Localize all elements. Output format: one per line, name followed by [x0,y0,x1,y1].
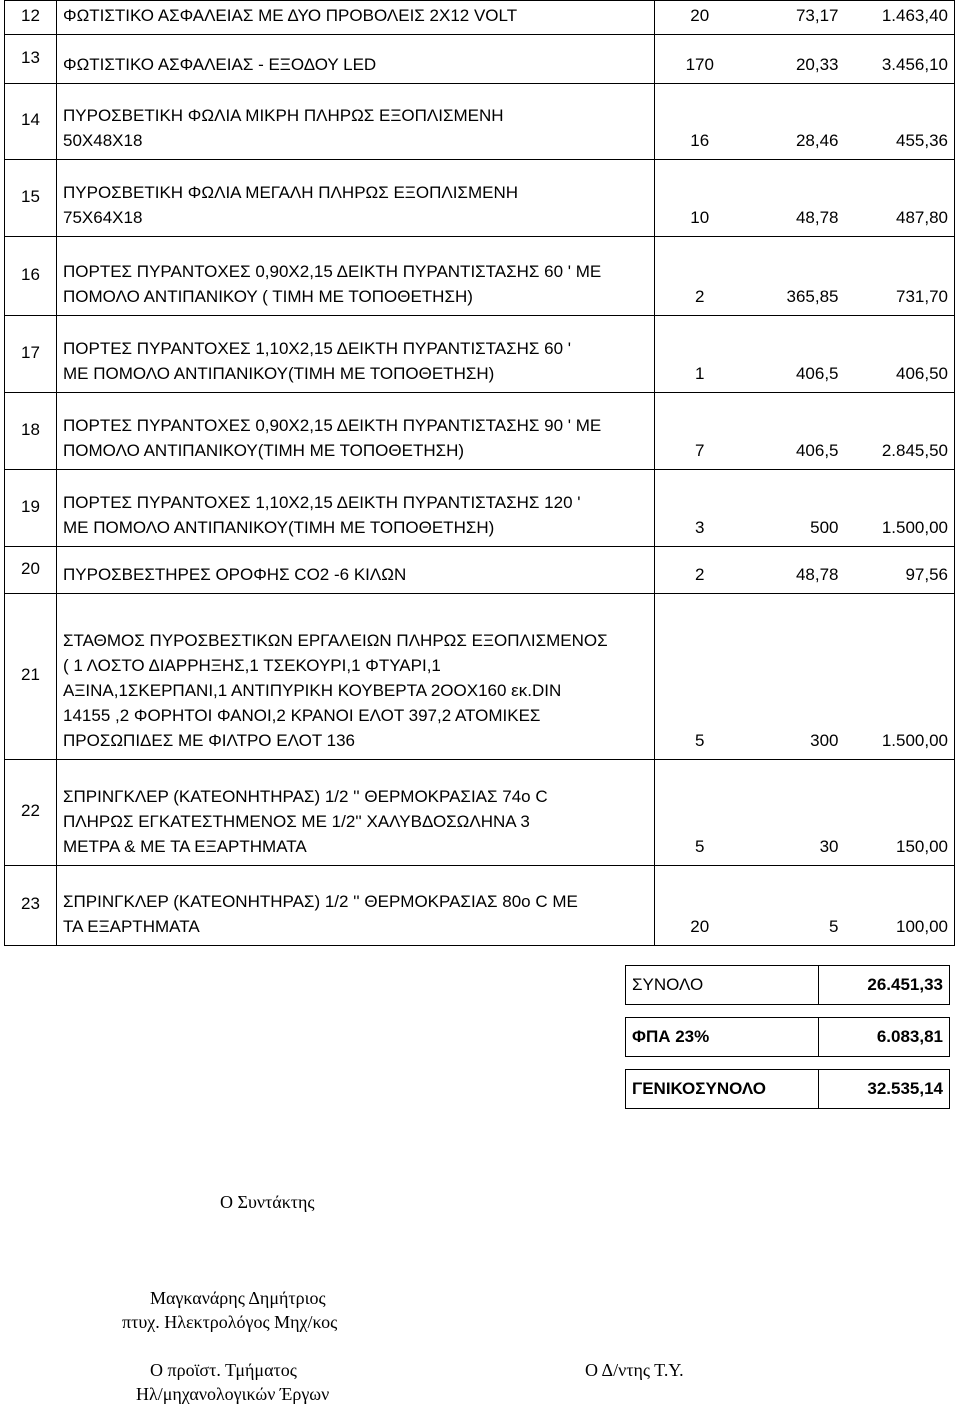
item-total: 455,36 [845,84,955,160]
table-row [5,866,955,946]
item-description: ΣΠΡΙΝΓΚΛΕΡ (ΚΑΤΕΟΝΗΤΗΡΑΣ) 1/2 '' ΘΕΡΜΟΚΡΑΣΙΑΣ 80ο C ΜΕ ΤΑ ΕΞΑΡΤΗΜΑΤΑ [57,866,655,946]
item-quantity: 5 [655,760,745,866]
item-number: 13 [5,35,57,84]
sum-value: 26.451,33 [819,966,950,1005]
item-description: ΠΥΡΟΣΒΕΣΤΗΡΕΣ ΟΡΟΦΗΣ CO2 -6 ΚΙΛΩΝ [57,547,655,594]
item-total: 2.845,50 [845,393,955,470]
vat-label: ΦΠΑ 23% [626,1018,819,1057]
item-description: ΠΥΡΟΣΒΕΤΙΚΗ ΦΩΛΙΑ ΜΕΓΑΛΗ ΠΛΗΡΩΣ ΕΞΟΠΛΙΣΜΕΝΗ 75Χ64Χ18 [57,160,655,237]
table-row [5,35,955,84]
item-description: ΣΠΡΙΝΓΚΛΕΡ (ΚΑΤΕΟΝΗΤΗΡΑΣ) 1/2 '' ΘΕΡΜΟΚΡΑΣΙΑΣ 74ο C ΠΛΗΡΩΣ ΕΓΚΑΤΕΣΤΗΜΕΝΟΣ ΜΕ 1/2'' ΧΑΛΥΒΔΟΣΩΛΗΝΑ 3 ΜΕΤΡΑ & ΜΕ ΤΑ ΕΞΑΡΤΗΜΑΤΑ [57,760,655,866]
item-description: ΦΩΤΙΣΤΙΚΟ ΑΣΦΑΛΕΙΑΣ - ΕΞΟΔΟΥ LED [57,35,655,84]
grand-total-value: 32.535,14 [819,1070,950,1109]
item-quantity: 2 [655,547,745,594]
item-unit-price: 30 [745,760,845,866]
item-total: 731,70 [845,237,955,316]
table-row [5,594,955,760]
table-row [5,84,955,160]
table-row [5,470,955,547]
item-quantity: 170 [655,35,745,84]
author-degree: πτυχ. Ηλεκτρολόγος Μηχ/κος [122,1312,338,1332]
item-quantity: 16 [655,84,745,160]
item-quantity: 20 [655,1,745,35]
item-number: 19 [5,470,57,547]
item-description: ΦΩΤΙΣΤΙΚΟ ΑΣΦΑΛΕΙΑΣ ΜΕ ΔΥΟ ΠΡΟΒΟΛΕΙΣ 2Χ12 VOLT [57,1,655,35]
item-number: 22 [5,760,57,866]
table-row [5,393,955,470]
item-description: ΠΥΡΟΣΒΕΤΙΚΗ ΦΩΛΙΑ ΜΙΚΡΗ ΠΛΗΡΩΣ ΕΞΟΠΛΙΣΜΕΝΗ 50Χ48Χ18 [57,84,655,160]
item-description: ΠΟΡΤΕΣ ΠΥΡΑΝΤΟΧΕΣ 1,10Χ2,15 ΔΕΙΚΤΗ ΠΥΡΑΝΤΙΣΤΑΣΗΣ 120 ' ΜΕ ΠΟΜΟΛΟ ΑΝΤΙΠΑΝΙΚΟΥ(ΤΙΜΗ ΜΕ ΤΟΠΟΘΕΤΗΣΗ) [57,470,655,547]
table-row [5,160,955,237]
sum-row [626,966,950,1005]
item-quantity: 7 [655,393,745,470]
item-unit-price: 20,33 [745,35,845,84]
table-row [5,237,955,316]
item-description: ΠΟΡΤΕΣ ΠΥΡΑΝΤΟΧΕΣ 0,90Χ2,15 ΔΕΙΚΤΗ ΠΥΡΑΝΤΙΣΤΑΣΗΣ 90 ' ΜΕ ΠΟΜΟΛΟ ΑΝΤΙΠΑΝΙΚΟΥ(ΤΙΜΗ ΜΕ ΤΟΠΟΘΕΤΗΣΗ) [57,393,655,470]
item-total: 1.500,00 [845,470,955,547]
item-total: 150,00 [845,760,955,866]
item-total: 1.463,40 [845,1,955,35]
item-number: 23 [5,866,57,946]
items-table [4,0,955,946]
totals-block [625,965,950,1109]
item-number: 18 [5,393,57,470]
sum-label: ΣΥΝΟΛΟ [626,966,819,1005]
vat-row [626,1018,950,1057]
item-unit-price: 28,46 [745,84,845,160]
item-total: 100,00 [845,866,955,946]
item-description: ΣΤΑΘΜΟΣ ΠΥΡΟΣΒΕΣΤΙΚΩΝ ΕΡΓΑΛΕΙΩΝ ΠΛΗΡΩΣ ΕΞΟΠΛΙΣΜΕΝΟΣ ( 1 ΛΟΣΤΟ ΔΙΑΡΡΗΞΗΣ,1 ΤΣΕΚΟΥΡΙ,1 ΦΤΥΑΡΙ,1 ΑΞΙΝΑ,1ΣΚΕΡΠΑΝΙ,1 ΑΝΤΙΠΥΡΙΚΗ ΚΟΥΒΕΡΤΑ 2ΟΟΧ160 εκ.DIN 14155 ,2 ΦΟΡΗΤΟΙ ΦΑΝΟΙ,2 ΚΡΑΝΟΙ ΕΛΟΤ 397,2 ΑΤΟΜΙΚΕΣ ΠΡΟΣΩΠΙΔΕΣ ΜΕ ΦΙΛΤΡΟ ΕΛΟΤ 136 [57,594,655,760]
items-table-body [5,1,955,946]
item-unit-price: 5 [745,866,845,946]
item-quantity: 10 [655,160,745,237]
item-unit-price: 500 [745,470,845,547]
head-department: Ηλ/μηχανολογικών Έργων [136,1384,330,1404]
item-total: 97,56 [845,547,955,594]
price-list [4,0,954,946]
item-number: 15 [5,160,57,237]
item-quantity: 1 [655,316,745,393]
item-description: ΠΟΡΤΕΣ ΠΥΡΑΝΤΟΧΕΣ 0,90Χ2,15 ΔΕΙΚΤΗ ΠΥΡΑΝΤΙΣΤΑΣΗΣ 60 ' ΜΕ ΠΟΜΟΛΟ ΑΝΤΙΠΑΝΙΚΟΥ ( ΤΙΜΗ ΜΕ ΤΟΠΟΘΕΤΗΣΗ) [57,237,655,316]
item-number: 17 [5,316,57,393]
table-row [5,316,955,393]
table-row [5,760,955,866]
item-total: 487,80 [845,160,955,237]
item-unit-price: 300 [745,594,845,760]
item-quantity: 20 [655,866,745,946]
item-unit-price: 48,78 [745,160,845,237]
item-total: 1.500,00 [845,594,955,760]
item-unit-price: 73,17 [745,1,845,35]
item-unit-price: 365,85 [745,237,845,316]
item-number: 21 [5,594,57,760]
item-unit-price: 406,5 [745,316,845,393]
author-name: Μαγκανάρης Δημήτριος [150,1288,326,1308]
grand-total-row [626,1070,950,1109]
item-description: ΠΟΡΤΕΣ ΠΥΡΑΝΤΟΧΕΣ 1,10Χ2,15 ΔΕΙΚΤΗ ΠΥΡΑΝΤΙΣΤΑΣΗΣ 60 ' ΜΕ ΠΟΜΟΛΟ ΑΝΤΙΠΑΝΙΚΟΥ(ΤΙΜΗ ΜΕ ΤΟΠΟΘΕΤΗΣΗ) [57,316,655,393]
item-number: 14 [5,84,57,160]
author-title: Ο Συντάκτης [220,1192,315,1212]
item-quantity: 5 [655,594,745,760]
director-title: Ο Δ/ντης Τ.Υ. [585,1360,684,1380]
item-total: 3.456,10 [845,35,955,84]
item-total: 406,50 [845,316,955,393]
vat-value: 6.083,81 [819,1018,950,1057]
item-quantity: 2 [655,237,745,316]
item-unit-price: 48,78 [745,547,845,594]
item-number: 12 [5,1,57,35]
item-number: 16 [5,237,57,316]
table-row [5,1,955,35]
head-title: Ο προϊστ. Τμήματος [150,1360,297,1380]
item-quantity: 3 [655,470,745,547]
grand-total-label: ΓΕΝΙΚΟΣΥΝΟΛΟ [626,1070,819,1109]
table-row [5,547,955,594]
item-unit-price: 406,5 [745,393,845,470]
item-number: 20 [5,547,57,594]
